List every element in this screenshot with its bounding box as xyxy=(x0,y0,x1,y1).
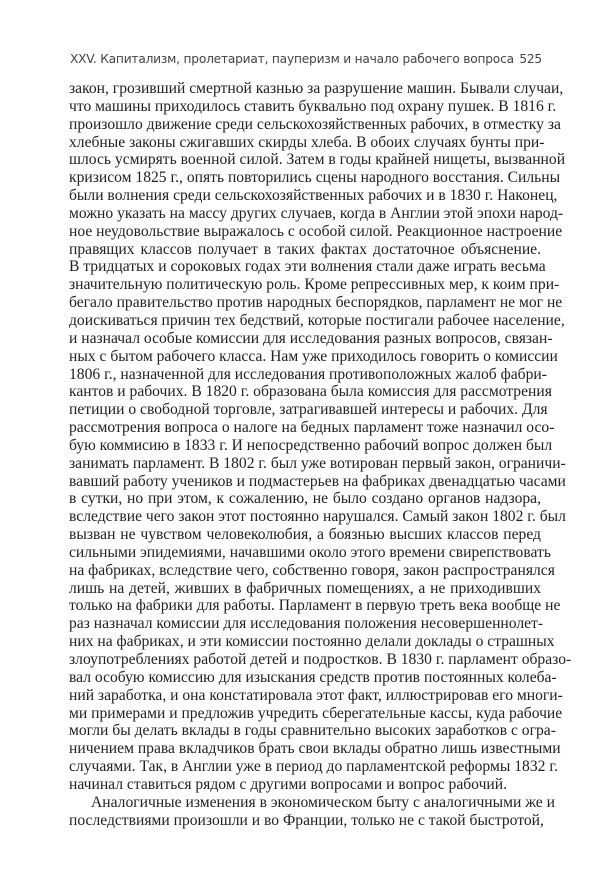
text-line: на фабриках, вследствие чего, собственно говоря, закон распространялся xyxy=(69,561,555,579)
text-line: доискиваться причин тех бедствий, которые постигали рабочее население, xyxy=(69,311,565,329)
text-line: вавший работу учеников и подмастерьев на фабриках двенадцатью часами xyxy=(69,472,566,490)
text-line: шлось усмирять военной силой. Затем в годы крайней нищеты, вызванной xyxy=(69,151,566,169)
text-line: бегало правительство против народных беспорядков, парламент не мог не xyxy=(69,294,563,312)
text-line: лишь на детей, живших в фабричных помещениях, а не приходивших xyxy=(69,579,541,597)
text-line: бую коммисию в 1833 г. И непосредственно рабочий вопрос должен был xyxy=(69,436,553,454)
text-line: В тридцатых и сороковых годах эти волнения стали даже играть весьма xyxy=(69,258,546,276)
text-line: вал особую комиссию для изыскания средств против постоянных колеба- xyxy=(69,668,557,686)
text-line: ний заработка, и она констатировала этот факт, иллюстрировав его многи- xyxy=(69,686,563,704)
page-number: 525 xyxy=(519,52,542,66)
text-line: Аналогичные изменения в экономическом быту с аналогичными же и xyxy=(91,793,555,811)
text-line: рассмотрения вопроса о налоге на бедных парламент тоже назначил осо- xyxy=(69,419,555,437)
text-line: случаями. Так, в Англии уже в период до парламентской реформы 1832 г. xyxy=(69,758,558,776)
text-line: только на фабрики для работы. Парламент в первую треть века вообще не xyxy=(69,597,561,615)
text-line: петиции о свободной торговле, затрагивавшей интересы и рабочих. Для xyxy=(69,401,548,419)
text-line: ми примерами и предложив учредить сберегательные кассы, куда рабочие xyxy=(69,704,563,722)
text-line: последствиями произошли и во Франции, только не с такой быстротой, xyxy=(69,811,544,829)
running-header xyxy=(70,52,542,66)
text-line: и назначал особые комиссии для исследования разных вопросов, связан- xyxy=(69,329,553,347)
text-line: можно указать на массу других случаев, когда в Англии этой эпохи народ- xyxy=(69,204,564,222)
text-line: закон, грозивший смертной казнью за разрушение машин. Бывали случаи, xyxy=(69,80,564,97)
running-title: XXV. Капитализм, пролетариат, пауперизм и начало рабочего вопроса xyxy=(70,52,514,66)
text-line: правящих классов получает в таких фактах достаточное объяснение. xyxy=(69,240,541,258)
text-line: хлебные законы сжигавших скирды хлеба. В обоих случаях бунты при- xyxy=(69,133,545,151)
text-line: кризисом 1825 г., опять повторились сцены народного восстания. Сильны xyxy=(69,169,561,187)
text-line: вызван не чувством человеколюбия, а боязнью высших классов перед xyxy=(69,526,541,544)
text-line: ничением права вкладчиков брать свои вклады обратно лишь известными xyxy=(69,740,561,758)
text-line: кантов и рабочих. В 1820 г. образована была комиссия для рассмотрения xyxy=(69,383,552,401)
text-line: в сутки, но при этом, к сожалению, не было создано органов надзора, xyxy=(69,490,541,508)
text-line: начинал ставиться рядом с другими вопросами и вопрос рабочий. xyxy=(69,775,507,793)
text-line: ное неудовольствие выражалось с особой силой. Реакционное настроение xyxy=(69,222,563,240)
text-line: раз назначал комиссии для исследования положения несовершеннолет- xyxy=(69,615,544,633)
text-line: 1806 г., назначенной для исследования противоположных жалоб фабри- xyxy=(69,365,547,383)
text-line: сильными эпидемиями, начавшими около этого времени свирепствовать xyxy=(69,543,551,561)
body-text xyxy=(69,80,572,829)
text-line: них на фабриках, и эти комиссии постоянно делали доклады о страшных xyxy=(69,633,555,651)
text-line: ных с бытом рабочего класса. Нам уже приходилось говорить о комиссии xyxy=(69,347,558,365)
text-line: что машины приходилось ставить буквально под охрану пушек. В 1816 г. xyxy=(69,97,557,115)
text-line: занимать парламент. В 1802 г. был уже вотирован первый закон, ограничи- xyxy=(69,454,566,472)
text-line: злоупотреблениях работой детей и подростков. В 1830 г. парламент образо- xyxy=(69,651,572,668)
text-line: значительную политическую роль. Кроме репрессивных мер, к коим при- xyxy=(69,276,560,294)
text-line: были волнения среди сельскохозяйственных рабочих и в 1830 г. Наконец, xyxy=(69,187,558,205)
text-line: вследствие чего закон этот постоянно нарушался. Самый закон 1802 г. был xyxy=(69,508,566,526)
text-line: могли бы делать вклады в годы сравнительно высоких заработков с огра- xyxy=(69,722,556,740)
text-line: произошло движение среди сельскохозяйственных рабочих, в отместку за xyxy=(69,115,561,133)
